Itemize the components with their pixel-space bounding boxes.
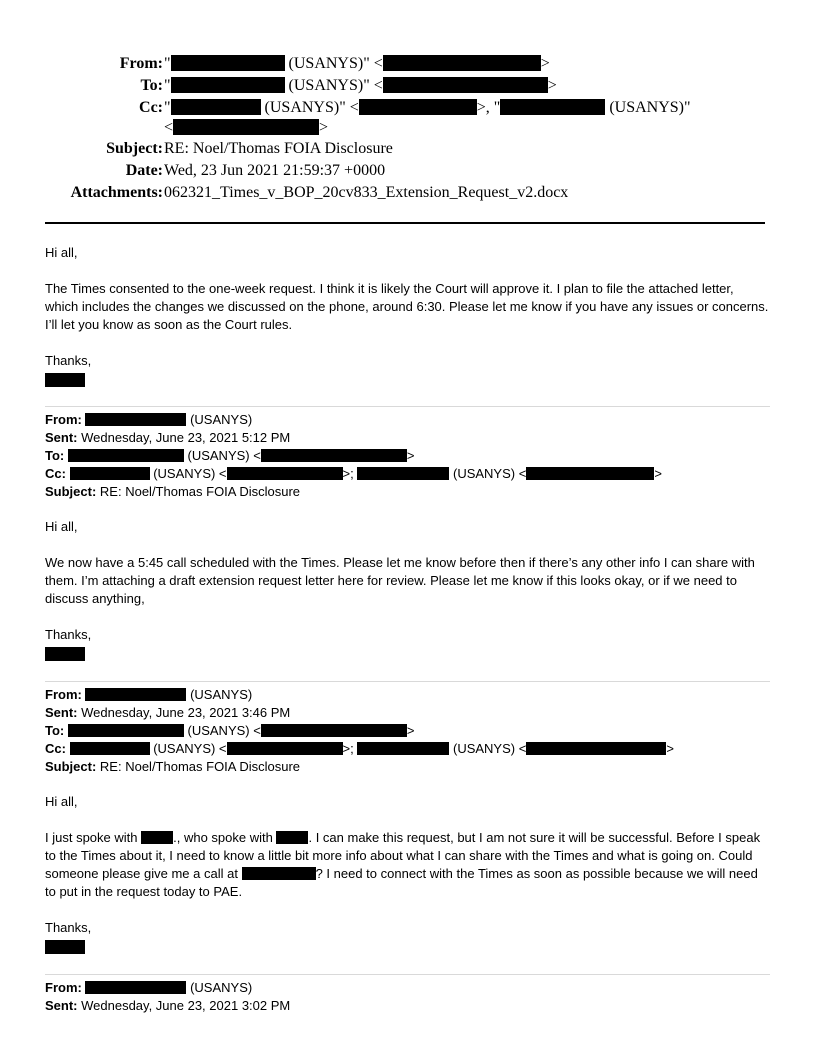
- message-4-from: [45, 979, 252, 997]
- redacted-signature: [45, 647, 85, 661]
- header-to-row: To: " (USANYS)" < >: [40, 76, 780, 96]
- redaction-bar: [261, 724, 407, 737]
- redaction-bar: [171, 55, 285, 71]
- header-date-row: [40, 161, 780, 181]
- redaction-bar: [500, 99, 605, 115]
- from-org: (USANYS)": [288, 55, 370, 72]
- redaction-bar: [171, 99, 261, 115]
- redaction-bar: [85, 688, 186, 701]
- sent-label: Sent:: [45, 430, 78, 445]
- message-4-sent: [45, 997, 290, 1015]
- greeting: Hi all,: [45, 519, 78, 534]
- closing: Thanks,: [45, 920, 92, 935]
- message-3-cc: Cc: (USANYS) < >; (USANYS) < >: [45, 741, 674, 756]
- message-separator: [45, 974, 770, 975]
- message-2-from: [45, 411, 252, 429]
- sent-label: Sent:: [45, 705, 78, 720]
- from-org: (USANYS): [190, 687, 253, 702]
- cc-org-1: (USANYS)": [264, 99, 346, 116]
- header-from-row: From: " (USANYS)" < >: [40, 54, 780, 74]
- redaction-bar: [242, 867, 316, 880]
- redaction-bar: [526, 742, 666, 755]
- redacted-signature: [45, 940, 85, 954]
- closing: Thanks,: [45, 627, 92, 642]
- redaction-bar: [85, 413, 186, 426]
- sent-value: Wednesday, June 23, 2021 3:46 PM: [81, 705, 291, 720]
- message-2-sent: [45, 429, 290, 447]
- message-2-subject: [45, 483, 300, 501]
- message-3: [45, 793, 770, 943]
- redaction-bar: [70, 467, 150, 480]
- cc-org-2: (USANYS)": [609, 99, 691, 116]
- redaction-bar: [261, 449, 407, 462]
- message-separator: [45, 681, 770, 682]
- redaction-bar: [383, 77, 548, 93]
- to-org: (USANYS)": [288, 77, 370, 94]
- redaction-bar: [227, 742, 343, 755]
- from-org: (USANYS): [190, 412, 253, 427]
- message-3-to: To: (USANYS) < >: [45, 723, 415, 738]
- date-value: Wed, 23 Jun 2021 21:59:37 +0000: [164, 162, 386, 179]
- redaction-bar: [383, 55, 541, 71]
- cc-org-1: (USANYS) <: [153, 741, 227, 756]
- attachments-label: Attachments:: [70, 184, 163, 201]
- to-label: To:: [140, 77, 163, 94]
- to-org: (USANYS) <: [187, 723, 261, 738]
- redaction-bar: [141, 831, 173, 844]
- redaction-bar: [227, 467, 343, 480]
- redaction-bar: [70, 742, 150, 755]
- redaction-bar: [276, 831, 308, 844]
- header-cc-row: Cc: " (USANYS)" < >, " (USANYS)": [40, 98, 780, 118]
- body-text: ? I need to connect with the Times as soon as possible because we will need to put in the request today to PAE.: [45, 866, 758, 899]
- subject-label: Subject:: [45, 759, 97, 774]
- cc-org-2: (USANYS) <: [452, 466, 527, 481]
- subject-value: RE: Noel/Thomas FOIA Disclosure: [99, 484, 301, 499]
- message-body: The Times consented to the one-week request. I think it is likely the Court will approve it. I plan to file the attached letter, which includes the changes we discussed on the phone, around 6:30. Please let me know if you have any issues or concerns. I’ll let you know as soon as the Court rules.: [45, 281, 769, 332]
- subject-label: Subject:: [106, 140, 163, 157]
- redaction-bar: [359, 99, 477, 115]
- redaction-bar: [68, 449, 184, 462]
- header-attachments-row: [40, 183, 780, 203]
- message-3-from: [45, 686, 252, 704]
- cc-org-1: (USANYS) <: [153, 466, 227, 481]
- cc-label: Cc:: [45, 741, 66, 756]
- message-1: [45, 244, 770, 389]
- redaction-bar: [85, 981, 186, 994]
- from-label: From:: [119, 55, 163, 72]
- message-2-cc: Cc: (USANYS) < >; (USANYS) < >: [45, 466, 662, 481]
- redaction-bar: [357, 467, 449, 480]
- subject-value: RE: Noel/Thomas FOIA Disclosure: [164, 140, 393, 157]
- subject-value: RE: Noel/Thomas FOIA Disclosure: [99, 759, 301, 774]
- greeting: Hi all,: [45, 794, 78, 809]
- to-label: To:: [45, 448, 65, 463]
- subject-label: Subject:: [45, 484, 97, 499]
- attachment-filename[interactable]: 062321_Times_v_BOP_20cv833_Extension_Request_v2.docx: [164, 184, 569, 201]
- message-body: [45, 829, 770, 901]
- body-text: ., who spoke with: [173, 830, 273, 845]
- from-org: (USANYS): [190, 980, 253, 995]
- to-org: (USANYS) <: [187, 448, 261, 463]
- redaction-bar: [171, 77, 285, 93]
- redaction-bar: [173, 119, 319, 135]
- sent-value: Wednesday, June 23, 2021 5:12 PM: [81, 430, 291, 445]
- message-3-subject: [45, 758, 300, 776]
- cc-label: Cc:: [45, 466, 66, 481]
- message-separator: [45, 406, 770, 407]
- redacted-signature: [45, 373, 85, 387]
- message-2-to: To: (USANYS) < >: [45, 448, 415, 463]
- email-header: [40, 52, 780, 202]
- greeting: Hi all,: [45, 245, 78, 260]
- from-label: From:: [45, 980, 82, 995]
- cc-org-2: (USANYS) <: [452, 741, 527, 756]
- header-cc-row-cont: < >: [164, 119, 329, 136]
- body-text: . I can make this request, but I am not sure it will be successful. Before I speak to the Times about it, I need to know a little bit more info about what I can share with the Times and what is going on. Could someone please give me a call at: [45, 830, 761, 881]
- closing: Thanks,: [45, 353, 92, 368]
- redaction-bar: [357, 742, 449, 755]
- header-subject-row: [40, 139, 780, 159]
- from-label: From:: [45, 687, 82, 702]
- redaction-bar: [526, 467, 654, 480]
- sent-value: Wednesday, June 23, 2021 3:02 PM: [81, 998, 291, 1013]
- date-label: Date:: [125, 162, 163, 179]
- body-text: I just spoke with: [45, 830, 138, 845]
- header-divider: [45, 222, 765, 224]
- redaction-bar: [68, 724, 184, 737]
- sent-label: Sent:: [45, 998, 78, 1013]
- message-body: We now have a 5:45 call scheduled with the Times. Please let me know before then if there’s any other info I can share with them. I’m attaching a draft extension request letter here for review. Please let me know if this looks okay, or if we need to discuss anything,: [45, 555, 755, 606]
- from-label: From:: [45, 412, 82, 427]
- message-2: [45, 518, 770, 648]
- cc-label: Cc:: [139, 99, 163, 116]
- to-label: To:: [45, 723, 65, 738]
- message-3-sent: [45, 704, 290, 722]
